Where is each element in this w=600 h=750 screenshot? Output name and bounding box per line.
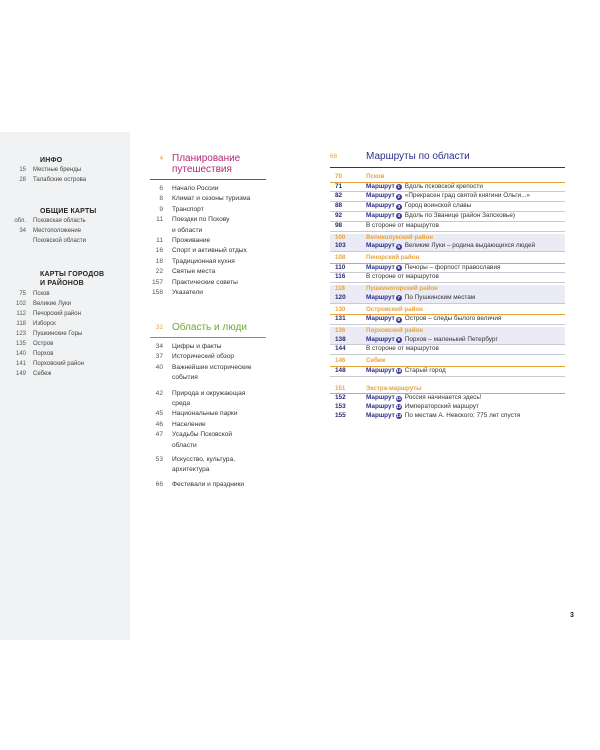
toc-entry[interactable]: 11 Проживание xyxy=(156,237,211,245)
sidebar-maps-heading: ОБЩИЕ КАРТЫ xyxy=(40,208,97,215)
route-row[interactable]: 144 В стороне от маршрутов xyxy=(335,345,439,353)
route-row[interactable]: 88 Маршрут 3 Город воинской славы xyxy=(335,202,472,210)
route-row[interactable]: 92 Маршрут 4 Вдоль по Званице (район Запсковье) xyxy=(335,211,516,219)
route-group-heading[interactable]: 130 Островский район xyxy=(335,305,423,313)
region-people-title[interactable]: Область и люди xyxy=(172,322,247,333)
sidebar-item[interactable]: 102 Великие Луки xyxy=(15,301,71,307)
route-label: Маршрут xyxy=(366,293,395,301)
sidebar-info-heading: ИНФО xyxy=(40,157,63,164)
toc-entry[interactable]: 158 Указатели xyxy=(151,289,203,297)
sidebar-item[interactable]: 135 Остров xyxy=(15,341,54,347)
page-number: 3 xyxy=(570,612,574,619)
route-label: Маршрут xyxy=(366,335,395,343)
row-divider xyxy=(330,376,565,377)
routes-divider xyxy=(330,167,565,168)
toc-entry[interactable]: и области xyxy=(172,226,203,234)
toc-entry[interactable]: 8 Климат и сезоны туризма xyxy=(159,195,251,203)
sidebar-cities-heading: КАРТЫ ГОРОДОВ xyxy=(40,271,105,278)
route-row[interactable]: 82 Маршрут 2 «Прекрасен град святой княгини Ольги...» xyxy=(335,192,530,200)
route-group-heading[interactable]: 136 Порховский район xyxy=(330,327,565,336)
planning-page-number: 4 xyxy=(159,155,163,162)
sidebar-item[interactable]: 112 Печорский район xyxy=(16,311,81,317)
route-number-badge: 3 xyxy=(397,203,401,209)
toc-entry[interactable]: 53 Искусство, культура, xyxy=(155,456,235,464)
planning-title[interactable]: Планирование xyxy=(172,153,241,164)
routes-title[interactable]: Маршруты по области xyxy=(366,151,470,162)
toc-entry[interactable]: 40 Важнейшие исторические xyxy=(155,363,252,371)
route-label: Маршрут xyxy=(366,315,395,323)
route-number-badge: 4 xyxy=(397,213,401,219)
toc-entry[interactable]: 157 Практические советы xyxy=(151,278,238,286)
toc-entry[interactable]: 46 Население xyxy=(155,420,206,428)
route-label: Маршрут xyxy=(366,402,395,410)
route-group-heading[interactable]: 108 Печорский район xyxy=(335,253,420,261)
route-label: Маршрут xyxy=(366,182,395,190)
route-label: Маршрут xyxy=(366,211,395,219)
row-divider xyxy=(330,303,565,304)
route-group-heading[interactable]: 146 Себеж xyxy=(335,357,386,365)
route-row[interactable]: 153 Маршрут 12 Императорский маршрут xyxy=(335,402,479,410)
sidebar-cities-heading-2: И РАЙОНОВ xyxy=(40,280,84,287)
route-number-badge: 10 xyxy=(396,368,402,374)
route-row[interactable]: 120 Маршрут 7 По Пушкинским местам xyxy=(330,294,565,303)
toc-entry[interactable]: области xyxy=(172,441,197,449)
sidebar-item[interactable]: 149 Себеж xyxy=(15,371,52,377)
route-row[interactable]: 155 Маршрут 13 По местам А. Невского: 775 лет спустя xyxy=(335,411,521,419)
route-number-badge: 1 xyxy=(397,183,401,189)
route-label: Маршрут xyxy=(366,366,395,374)
toc-entry[interactable]: 11 Поездки по Пскову xyxy=(156,216,230,224)
toc-entry[interactable]: 47 Усадьбы Псковской xyxy=(155,431,233,439)
toc-entry[interactable]: архитектура xyxy=(172,466,210,474)
routes-list xyxy=(330,173,565,421)
route-label: Маршрут xyxy=(366,411,395,419)
sidebar-item[interactable]: 28 Талабские острова xyxy=(19,177,87,183)
toc-entry[interactable]: события xyxy=(172,374,198,382)
sidebar-item[interactable]: 123 Пушкинские Горы xyxy=(15,331,83,337)
route-number-badge: 11 xyxy=(396,395,402,401)
sidebar xyxy=(0,132,130,640)
toc-entry[interactable]: среда xyxy=(172,400,191,408)
sidebar-item[interactable]: 118 Изборск xyxy=(16,321,56,327)
sidebar-info-section xyxy=(0,156,130,185)
route-row[interactable]: 98 В стороне от маршрутов xyxy=(335,221,439,229)
sidebar-item[interactable]: обл. Псковская область xyxy=(14,218,86,224)
toc-entry[interactable]: 6 Начало России xyxy=(159,185,219,192)
route-row[interactable]: 103 Маршрут 5 Великие Луки – родина выдающихся людей xyxy=(330,242,565,251)
sidebar-cities-section xyxy=(0,270,130,379)
sidebar-item[interactable]: 15 Местные бренды xyxy=(19,167,82,173)
toc-entry[interactable]: 42 Природа и окружающая xyxy=(155,389,246,397)
row-divider xyxy=(330,231,565,232)
region-people-section xyxy=(138,322,298,333)
planning-section xyxy=(138,153,298,175)
route-number-badge: 5 xyxy=(397,243,401,249)
route-group-heading[interactable]: 151 Экстра-маршруты xyxy=(335,384,422,392)
route-group-heading[interactable]: 70 Псков xyxy=(335,173,385,180)
route-row[interactable]: 116 В стороне от маршрутов xyxy=(335,273,439,281)
sidebar-item[interactable]: 140 Порхов xyxy=(15,351,54,357)
toc-entry[interactable]: 22 Святые места xyxy=(155,268,216,276)
route-label: Маршрут xyxy=(366,192,395,200)
toc-entry[interactable]: 45 Национальные парки xyxy=(155,410,238,418)
route-number-badge: 8 xyxy=(397,316,401,322)
sidebar-item[interactable]: 141 Порховский район xyxy=(15,361,84,367)
toc-entry[interactable]: 9 Транспорт xyxy=(159,205,204,213)
routes-header xyxy=(330,151,470,162)
region-people-divider xyxy=(150,337,266,338)
route-number-badge: 13 xyxy=(396,413,402,419)
row-divider xyxy=(330,354,565,355)
route-row[interactable]: 71 Маршрут 1 Вдоль псковской крепости xyxy=(335,182,483,190)
route-label: Маршрут xyxy=(366,263,395,271)
route-label: Маршрут xyxy=(366,202,395,210)
toc-entry[interactable]: 34 Цифры и факты xyxy=(155,343,222,350)
toc-entry[interactable]: 37 Исторический обзор xyxy=(155,353,235,361)
route-group-heading[interactable]: 118 Пушкиногорский район xyxy=(330,285,565,294)
planning-divider xyxy=(150,179,266,180)
route-number-badge: 6 xyxy=(397,264,401,270)
toc-entry[interactable]: 16 Спорт и активный отдых xyxy=(155,247,247,255)
row-divider xyxy=(330,251,565,252)
route-number-badge: 7 xyxy=(397,295,401,301)
sidebar-maps-section xyxy=(0,207,130,246)
region-people-page-number: 32 xyxy=(155,324,163,331)
route-row[interactable]: 148 Маршрут 10 Старый город xyxy=(335,366,446,374)
toc-entry[interactable]: 18 Традиционная кухня xyxy=(155,257,235,265)
route-row[interactable]: 152 Маршрут 11 Россия начинается здесь! xyxy=(335,394,482,402)
routes-page-number: 68 xyxy=(330,153,338,160)
planning-list xyxy=(138,184,298,298)
sidebar-item[interactable]: 75 Псков xyxy=(19,291,50,297)
toc-entry[interactable]: 66 Фестивали и праздники xyxy=(155,480,245,488)
route-number-badge: 12 xyxy=(396,404,402,410)
route-row[interactable]: 131 Маршрут 8 Остров – следы былого величия xyxy=(335,315,502,323)
row-divider xyxy=(330,324,565,325)
row-divider xyxy=(330,282,565,283)
sidebar-item[interactable]: 34 Местоположение xyxy=(19,228,82,234)
route-group-heading[interactable]: 100 Великолукский район xyxy=(330,234,565,243)
sidebar-item[interactable]: Псковской области xyxy=(33,238,86,244)
route-row[interactable]: 138 Маршрут 9 Порхов – маленький Петербург xyxy=(330,336,565,345)
region-people-list xyxy=(138,342,298,490)
route-number-badge: 9 xyxy=(397,336,401,342)
planning-title-2[interactable]: путешествия xyxy=(172,164,232,175)
route-number-badge: 2 xyxy=(397,193,401,199)
route-label: Маршрут xyxy=(366,394,395,402)
route-row[interactable]: 110 Маршрут 6 Печоры – форпост православия xyxy=(335,263,501,271)
route-label: Маршрут xyxy=(366,242,395,250)
